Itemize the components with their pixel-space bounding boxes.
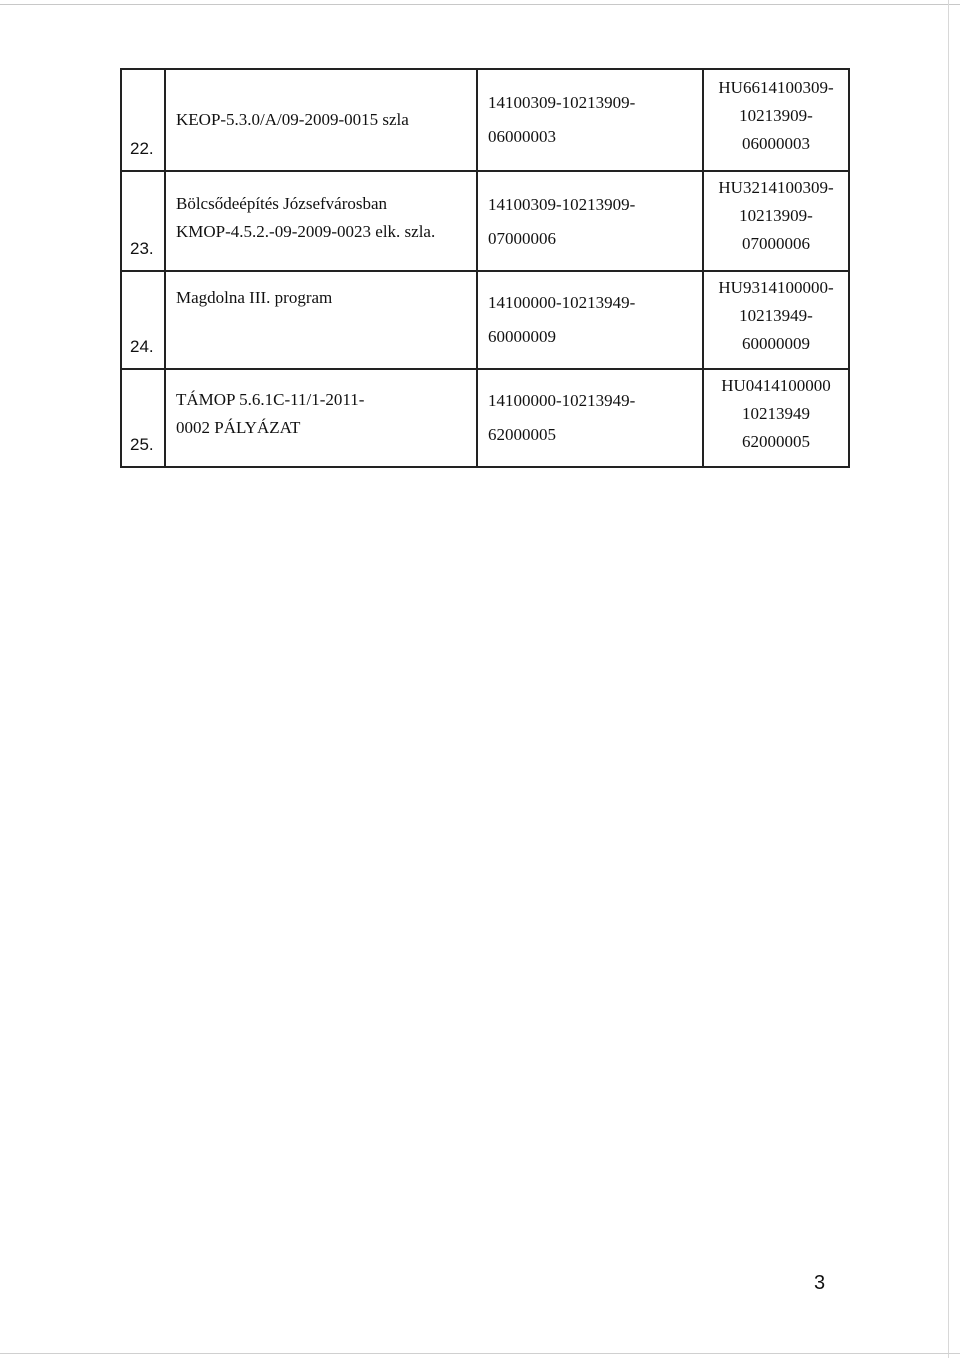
- account-number-line: 14100309-10213909-: [488, 93, 636, 112]
- account-number-line: 14100000-10213949-: [488, 391, 636, 410]
- iban-line: 07000006: [742, 234, 810, 253]
- page-number: 3: [814, 1272, 826, 1294]
- iban-line: HU0414100000: [721, 376, 831, 395]
- account-number-cell: [477, 69, 703, 171]
- row-number-cell: [121, 69, 165, 171]
- row-number-cell: [121, 369, 165, 467]
- project-name-cell: [165, 171, 477, 271]
- iban-line: HU9314100000-: [718, 278, 834, 297]
- iban-line: 62000005: [742, 432, 810, 451]
- page-top-edge-line: [0, 4, 960, 5]
- table-row: [121, 171, 849, 271]
- iban-line: 06000003: [742, 134, 810, 153]
- project-name-line: KEOP-5.3.0/A/09-2009-0015 szla: [176, 110, 409, 129]
- iban-line: 10213949: [742, 404, 810, 423]
- project-name-cell: [165, 69, 477, 171]
- iban-line: 60000009: [742, 334, 810, 353]
- iban-cell: [703, 69, 849, 171]
- project-name-line: TÁMOP 5.6.1C-11/1-2011-: [176, 390, 365, 409]
- table-row: [121, 369, 849, 467]
- iban-line: 10213909-: [739, 206, 813, 225]
- row-number: 22.: [130, 139, 154, 158]
- project-name-line: Bölcsődeépítés Józsefvárosban: [176, 194, 388, 213]
- iban-cell: [703, 271, 849, 369]
- account-number-cell: [477, 171, 703, 271]
- iban-line: HU3214100309-: [718, 178, 834, 197]
- account-number-line: 62000005: [488, 425, 556, 444]
- project-name-line: 0002 PÁLYÁZAT: [176, 418, 301, 437]
- account-number-cell: [477, 369, 703, 467]
- iban-cell: [703, 171, 849, 271]
- table-row: [121, 271, 849, 369]
- iban-line: HU6614100309-: [718, 78, 834, 97]
- project-name-line: KMOP-4.5.2.-09-2009-0023 elk. szla.: [176, 222, 436, 241]
- row-number: 25.: [130, 435, 154, 454]
- project-name-cell: [165, 271, 477, 369]
- page-bottom-edge-line: [0, 1353, 960, 1354]
- row-number: 23.: [130, 239, 154, 258]
- account-table: [120, 68, 850, 468]
- table-row: [121, 69, 849, 171]
- iban-line: 10213909-: [739, 106, 813, 125]
- row-number-cell: [121, 171, 165, 271]
- account-number-line: 06000003: [488, 127, 556, 146]
- row-number: 24.: [130, 337, 154, 356]
- account-number-cell: [477, 271, 703, 369]
- iban-line: 10213949-: [739, 306, 813, 325]
- project-name-line: Magdolna III. program: [176, 288, 333, 307]
- account-number-line: 14100309-10213909-: [488, 195, 636, 214]
- row-number-cell: [121, 271, 165, 369]
- account-number-line: 07000006: [488, 229, 556, 248]
- page-right-edge-line: [948, 0, 949, 1358]
- account-number-line: 60000009: [488, 327, 556, 346]
- account-number-line: 14100000-10213949-: [488, 293, 636, 312]
- iban-cell: [703, 369, 849, 467]
- project-name-cell: [165, 369, 477, 467]
